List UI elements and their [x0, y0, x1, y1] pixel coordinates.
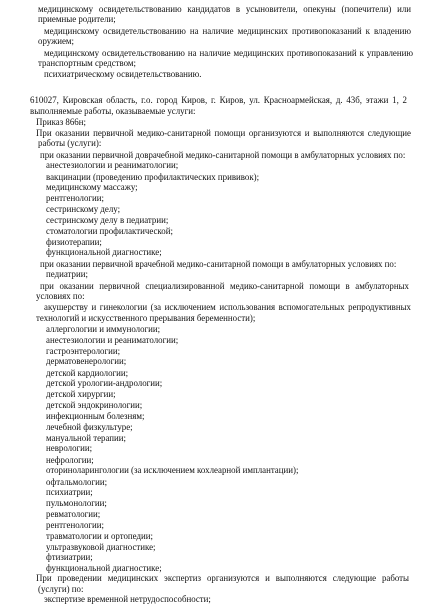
text-line: выполняемые работы, оказываемые услуги: [30, 106, 196, 117]
list-item: неврологии; [46, 443, 93, 454]
text-line: оружием; [38, 36, 74, 47]
list-item: психиатрии; [46, 486, 93, 497]
list-item: нефрологии; [46, 454, 94, 465]
list-item: мануальной терапии; [46, 433, 127, 443]
text-line: медицинскому освидетельствованию на наличие медицинских противопоказаний к владению [44, 25, 411, 36]
text-line: медицинскому освидетельствованию на наличие медицинских противопоказаний к управлению [44, 47, 413, 58]
text-line: медицинскому освидетельствованию кандидатов в усыновители, опекуны (попечители) или [38, 4, 411, 14]
text-line: (услуги) по: [38, 583, 84, 594]
text-line: транспортным средством; [38, 57, 136, 68]
list-item: травматологии и ортопедии; [46, 530, 153, 541]
list-item: ультразвуковой диагностике; [46, 541, 156, 552]
text-line: психиатрическому освидетельствованию. [44, 69, 202, 80]
list-item: сестринскому делу в педиатрии; [46, 215, 169, 226]
list-item: стоматологии профилактической; [46, 225, 173, 236]
list-item: гастроэнтерологии; [46, 345, 121, 356]
list-item: офтальмологии; [46, 476, 108, 487]
list-item: педиатрии; [46, 269, 88, 280]
list-item: инфекционным болезням; [46, 411, 145, 422]
list-item: функциональной диагностике; [46, 247, 162, 258]
text-line: приемные родители; [38, 14, 116, 25]
text-line: При проведении медицинских экспертиз организуются и выполняются следующие работы [36, 573, 409, 584]
list-item: вакцинации (проведению профилактических прививок); [46, 171, 260, 182]
list-item: фтизиатрии; [46, 552, 93, 563]
list-item: детской кардиологии; [46, 367, 129, 378]
list-item: сестринскому делу; [46, 203, 121, 214]
list-item: ревматологии; [46, 508, 101, 519]
list-item: анестезиологии и реаниматологии; [46, 334, 179, 345]
text-line: условиях по: [36, 290, 85, 301]
list-item: детской хирургии; [46, 389, 116, 400]
list-item: акушерству и гинекологии (за исключением использования вспомогательных репродуктивных [44, 302, 411, 313]
list-item: медицинскому массажу; [46, 182, 138, 193]
list-item: аллергологии и иммунологии; [46, 324, 161, 335]
list-item: детской эндокринологии; [46, 399, 143, 410]
address-line: 610027, Кировская область, г.о. город Киров, г. Киров, ул. Красноармейская, д. 43б, этажи 1, 2 [30, 94, 407, 105]
list-item: рентгенологии; [46, 193, 105, 204]
text-line: при оказании первичной специализированной медико-санитарной помощи в амбулаторных [40, 280, 409, 291]
text-line: при оказании первичной врачебной медико-санитарной помощи в амбулаторных условиях по: [40, 258, 397, 269]
list-item: анестезиологии и реаниматологии; [46, 160, 179, 171]
list-item: лечебной физкультуре; [46, 421, 133, 432]
list-item: оториноларингологии (за исключением кохлеарной имплантации); [46, 465, 299, 476]
list-item: пульмонологии; [46, 498, 107, 509]
list-item: функциональной диагностике; [46, 562, 162, 573]
list-item: рентгенологии; [46, 520, 105, 531]
list-item: физиотерапии; [46, 236, 102, 247]
list-item: дерматовенерологии; [46, 356, 127, 367]
list-item: экспертизе временной нетрудоспособности; [44, 594, 211, 604]
text-line: работы (услуги): [38, 138, 102, 149]
list-item: детской урологии-андрологии; [46, 378, 163, 389]
text-line: Приказ 866н; [36, 116, 86, 127]
text-line: при оказании первичной доврачебной медико-санитарной помощи в амбулаторных условиях по: [40, 149, 406, 160]
text-line: При оказании первичной медико-санитарной помощи организуются и выполняются следующие [36, 128, 411, 139]
list-item: технологий и искусственного прерывания беременности); [36, 312, 256, 323]
